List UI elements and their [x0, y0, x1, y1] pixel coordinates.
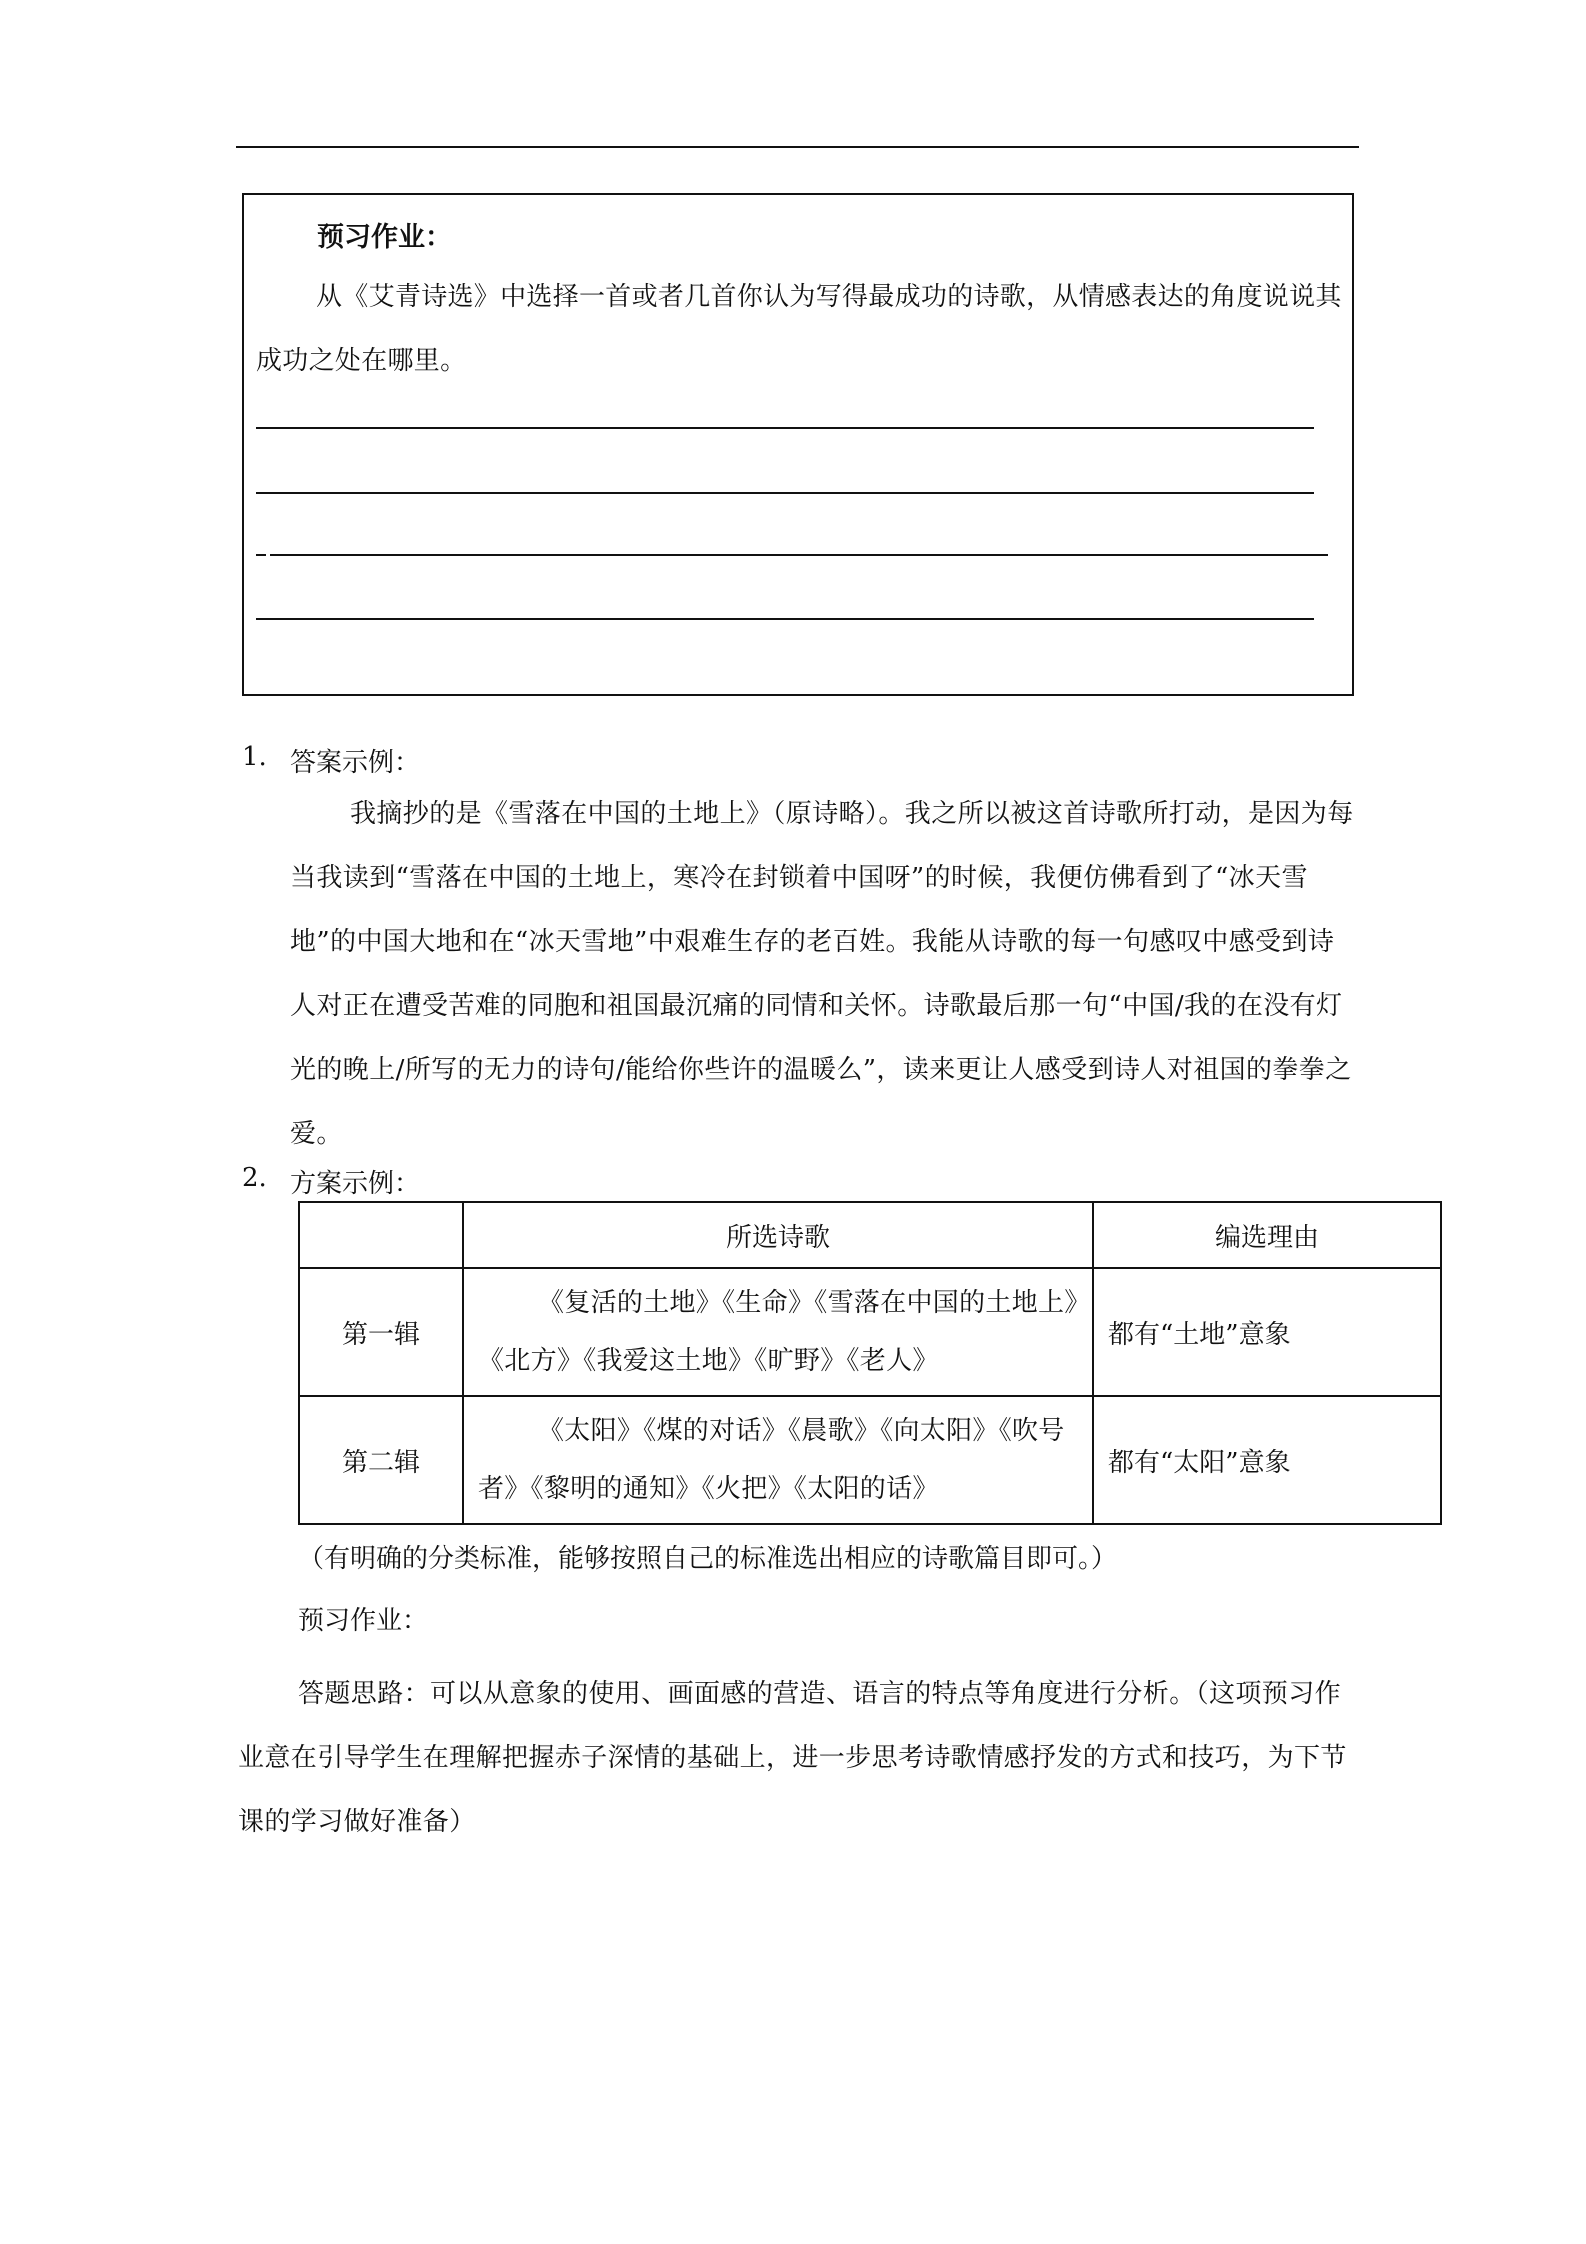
- poems-cell: 《太阳》《煤的对话》《晨歌》《向太阳》《吹号者》《黎明的通知》《火把》《太阳的话》: [463, 1396, 1093, 1524]
- plan-table: [298, 1201, 1442, 1525]
- table-header-cell: 所选诗歌: [463, 1202, 1093, 1268]
- item-number: 2.: [242, 1163, 267, 1193]
- item-number: 1.: [242, 742, 267, 772]
- answer-line: [256, 427, 1314, 429]
- answer-line: [256, 492, 1314, 494]
- table-row: [299, 1268, 1441, 1396]
- reason-cell: 都有“太阳”意象: [1093, 1396, 1441, 1524]
- group-cell: 第二辑: [299, 1396, 463, 1524]
- group-cell: 第一辑: [299, 1268, 463, 1396]
- preview-answer-text: 答题思路：可以从意象的使用、画面感的营造、语言的特点等角度进行分析。（这项预习作业意在引导学生在理解把握赤子深情的基础上，进一步思考诗歌情感抒发的方式和技巧，为下节课的学习做好准备）: [238, 1679, 1347, 1837]
- preview-answer-title: 预习作业：: [298, 1606, 429, 1636]
- item-label: 方案示例：: [290, 1169, 421, 1199]
- answer-line: [270, 554, 1328, 556]
- answer-line: [256, 618, 1314, 620]
- preview-task-box: [242, 193, 1354, 696]
- table-header-row: [299, 1202, 1441, 1268]
- poems-cell: 《复活的土地》《生命》《雪落在中国的土地上》《北方》《我爱这土地》《旷野》《老人》: [463, 1268, 1093, 1396]
- preview-task-prompt: 从《艾青诗选》中选择一首或者几首你认为写得最成功的诗歌，从情感表达的角度说说其成功之处在哪里。: [256, 282, 1342, 376]
- answer-example-text: 我摘抄的是《雪落在中国的土地上》（原诗略）。我之所以被这首诗歌所打动，是因为每当我读到“雪落在中国的土地上，寒冷在封锁着中国呀”的时候，我便仿佛看到了“冰天雪地”的中国大地和在“冰天雪地”中艰难生存的老百姓。我能从诗歌的每一句感叹中感受到诗人对正在遭受苦难的同胞和祖国最沉痛的同情和关怀。诗歌最后那一句“中国/我的在没有灯光的晚上/所写的无力的诗句/能给你些许的温暖么”，读来更让人感受到诗人对祖国的拳拳之爱。: [290, 799, 1354, 1149]
- table-header-cell: 编选理由: [1093, 1202, 1441, 1268]
- item-label: 答案示例：: [290, 748, 421, 778]
- header-rule: [236, 146, 1359, 148]
- grading-note: （有明确的分类标准，能够按照自己的标准选出相应的诗歌篇目即可。）: [298, 1544, 1118, 1574]
- preview-task-title: 预习作业：: [317, 222, 452, 253]
- reason-cell: 都有“土地”意象: [1093, 1268, 1441, 1396]
- answer-line-stub: [256, 554, 266, 556]
- table-header-cell: [299, 1202, 463, 1268]
- table-row: [299, 1396, 1441, 1524]
